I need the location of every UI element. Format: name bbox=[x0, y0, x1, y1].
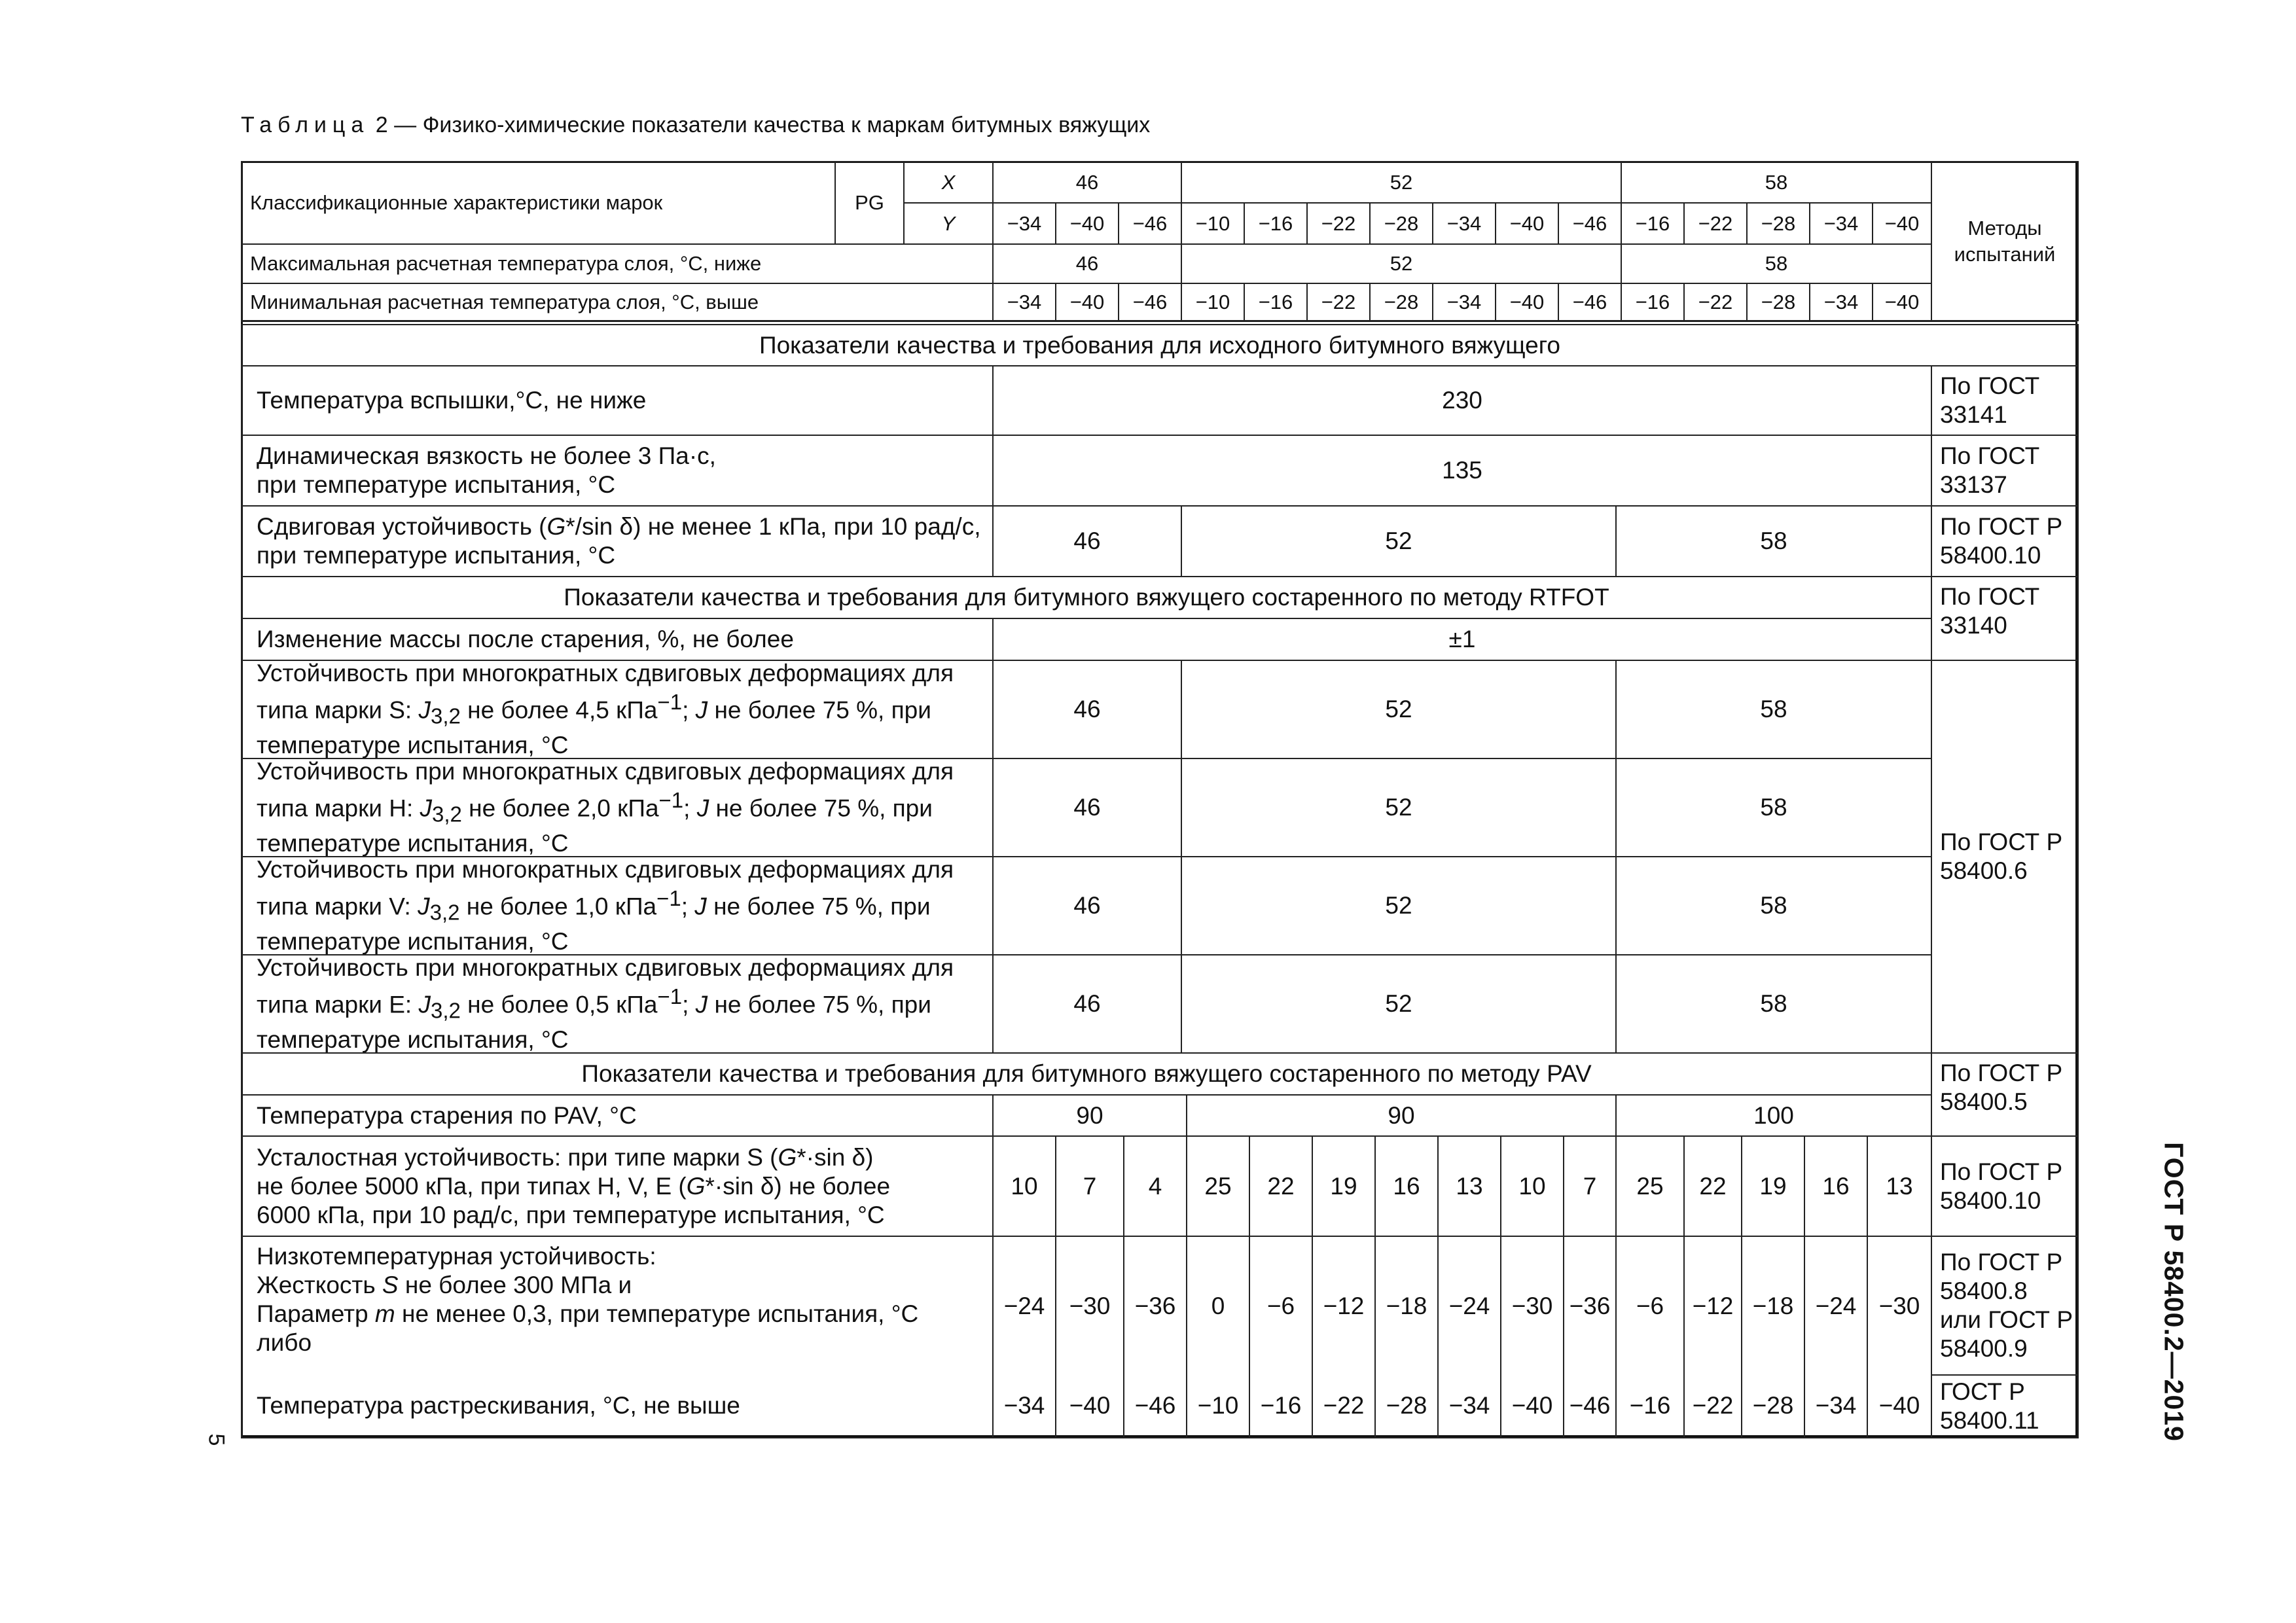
fatigue-value: 19 bbox=[1741, 1135, 1805, 1237]
cracking-value: −10 bbox=[1186, 1374, 1250, 1438]
header-y-value: −34 bbox=[1432, 202, 1496, 245]
header-y-value: −46 bbox=[1118, 202, 1182, 245]
lowtemp-value: −6 bbox=[1615, 1236, 1685, 1376]
header-y-value: −40 bbox=[1872, 202, 1932, 245]
viscosity-method: По ГОСТ 33137 bbox=[1931, 435, 2079, 507]
pav-method: По ГОСТ Р 58400.5 bbox=[1931, 1052, 2079, 1137]
fatigue-value: 10 bbox=[992, 1135, 1056, 1237]
caption-text: 2 — Физико-химические показатели качества к маркам битумных вяжущих bbox=[375, 113, 1151, 137]
min-temp-value: −34 bbox=[992, 283, 1056, 321]
mscr-label: Устойчивость при многократных сдвиговых деформациях для типа марки E: $J_{3,2}$ не более 0,5 кПа$^{-1}$; J не более 75 %, при температуре испытания, °C bbox=[241, 954, 994, 1054]
max-temp-value: 52 bbox=[1181, 243, 1622, 284]
max-temp-value: 58 bbox=[1621, 243, 1932, 284]
min-temp-value: −22 bbox=[1683, 283, 1748, 321]
rtfot-method: По ГОСТ 33140 bbox=[1931, 576, 2079, 661]
max-temp-value: 46 bbox=[992, 243, 1182, 284]
header-y-value: −16 bbox=[1621, 202, 1685, 245]
flash-value: 230 bbox=[992, 365, 1932, 436]
mscr-value: 58 bbox=[1615, 758, 1932, 857]
min-temp-value: −46 bbox=[1118, 283, 1182, 321]
fatigue-label: Усталостная устойчивость: при типе марки S (G*·sin δ) не более 5000 кПа, при типах H, V, E (G*·sin δ) не более 6000 кПа, при 10 рад/с, при температуре испытания, °C bbox=[241, 1135, 994, 1237]
lowtemp-value: −30 bbox=[1500, 1236, 1564, 1376]
cracking-value: −34 bbox=[1804, 1374, 1868, 1438]
table-caption bbox=[241, 113, 1150, 138]
section-title-rtfot: Показатели качества и требования для битумного вяжущего состаренного по методу RTFOT bbox=[241, 576, 1932, 619]
fatigue-value: 10 bbox=[1500, 1135, 1564, 1237]
min-temp-value: −40 bbox=[1495, 283, 1559, 321]
mass-change-value: ±1 bbox=[992, 618, 1932, 661]
header-y-value: −22 bbox=[1306, 202, 1371, 245]
section-title-original: Показатели качества и требования для исходного битумного вяжущего bbox=[241, 324, 2079, 366]
mscr-value: 52 bbox=[1181, 660, 1617, 759]
min-temp-label: Минимальная расчетная температура слоя, °C, выше bbox=[241, 283, 994, 321]
mscr-value: 46 bbox=[992, 660, 1182, 759]
header-group-52: 52 bbox=[1181, 161, 1622, 204]
lowtemp-value: −36 bbox=[1123, 1236, 1187, 1376]
mscr-label: Устойчивость при многократных сдвиговых деформациях для типа марки H: $J_{3,2}$ не более 2,0 кПа$^{-1}$; J не более 75 %, при температуре испытания, °C bbox=[241, 758, 994, 857]
mscr-value: 46 bbox=[992, 758, 1182, 857]
fatigue-value: 22 bbox=[1683, 1135, 1742, 1237]
lowtemp-value: −18 bbox=[1374, 1236, 1439, 1376]
fatigue-value: 13 bbox=[1437, 1135, 1501, 1237]
mscr-value: 52 bbox=[1181, 856, 1617, 955]
min-temp-value: −22 bbox=[1306, 283, 1371, 321]
running-head bbox=[2144, 1135, 2203, 1449]
caption-prefix: Таблица bbox=[241, 113, 370, 137]
lowtemp-label: Низкотемпературная устойчивость: Жесткость S не более 300 МПа и Параметр m не менее 0,3, при температуре испытания, °C либо bbox=[241, 1236, 994, 1376]
cracking-value: −22 bbox=[1312, 1374, 1376, 1438]
min-temp-value: −34 bbox=[1809, 283, 1873, 321]
lowtemp-value: −24 bbox=[1804, 1236, 1868, 1376]
header-y-value: −16 bbox=[1244, 202, 1308, 245]
min-temp-value: −40 bbox=[1055, 283, 1119, 321]
header-y-value: −28 bbox=[1746, 202, 1810, 245]
fatigue-value: 7 bbox=[1055, 1135, 1124, 1237]
lowtemp-value: −12 bbox=[1312, 1236, 1376, 1376]
fatigue-value: 19 bbox=[1312, 1135, 1376, 1237]
fatigue-value: 16 bbox=[1804, 1135, 1868, 1237]
header-classification: Классификационные характеристики марок bbox=[241, 161, 836, 245]
header-x: X bbox=[903, 161, 994, 204]
cracking-value: −28 bbox=[1374, 1374, 1439, 1438]
lowtemp-value: −36 bbox=[1563, 1236, 1617, 1376]
shear-value: 52 bbox=[1181, 505, 1617, 577]
mass-change-label: Изменение массы после старения, %, не более bbox=[241, 618, 994, 661]
fatigue-value: 25 bbox=[1615, 1135, 1685, 1237]
page-number bbox=[196, 1420, 236, 1459]
mscr-value: 46 bbox=[992, 954, 1182, 1054]
header-methods: Методы испытаний bbox=[1931, 161, 2079, 321]
header-y-value: −28 bbox=[1369, 202, 1433, 245]
viscosity-label: Динамическая вязкость не более 3 Па·с, при температуре испытания, °C bbox=[241, 435, 994, 507]
cracking-method: ГОСТ Р 58400.11 bbox=[1931, 1374, 2079, 1438]
cracking-value: −34 bbox=[992, 1374, 1056, 1438]
min-temp-value: −10 bbox=[1181, 283, 1245, 321]
lowtemp-value: −30 bbox=[1867, 1236, 1932, 1376]
header-y-value: −34 bbox=[992, 202, 1056, 245]
aging-label: Температура старения по PAV, °C bbox=[241, 1094, 994, 1137]
mscr-value: 58 bbox=[1615, 856, 1932, 955]
header-y-value: −46 bbox=[1558, 202, 1622, 245]
cracking-value: −40 bbox=[1867, 1374, 1932, 1438]
mscr-value: 58 bbox=[1615, 954, 1932, 1054]
page-number-text: 5 bbox=[204, 1433, 229, 1446]
section-title-pav: Показатели качества и требования для битумного вяжущего состаренного по методу PAV bbox=[241, 1052, 1932, 1096]
aging-value: 90 bbox=[992, 1094, 1187, 1137]
header-group-46: 46 bbox=[992, 161, 1182, 204]
lowtemp-value: 0 bbox=[1186, 1236, 1250, 1376]
header-y-value: −34 bbox=[1809, 202, 1873, 245]
cracking-value: −22 bbox=[1683, 1374, 1742, 1438]
lowtemp-method: По ГОСТ Р 58400.8 или ГОСТ Р 58400.9 bbox=[1931, 1236, 2079, 1376]
cracking-value: −28 bbox=[1741, 1374, 1805, 1438]
flash-method: По ГОСТ 33141 bbox=[1931, 365, 2079, 436]
flash-label: Температура вспышки,°C, не ниже bbox=[241, 365, 994, 436]
lowtemp-value: −24 bbox=[992, 1236, 1056, 1376]
cracking-value: −16 bbox=[1249, 1374, 1313, 1438]
min-temp-value: −28 bbox=[1369, 283, 1433, 321]
min-temp-value: −46 bbox=[1558, 283, 1622, 321]
lowtemp-value: −12 bbox=[1683, 1236, 1742, 1376]
aging-value: 100 bbox=[1615, 1094, 1932, 1137]
min-temp-value: −40 bbox=[1872, 283, 1932, 321]
lowtemp-value: −18 bbox=[1741, 1236, 1805, 1376]
cracking-label: Температура растрескивания, °C, не выше bbox=[241, 1374, 994, 1438]
header-pg: PG bbox=[834, 161, 905, 245]
header-y: Y bbox=[903, 202, 994, 245]
lowtemp-value: −6 bbox=[1249, 1236, 1313, 1376]
fatigue-value: 7 bbox=[1563, 1135, 1617, 1237]
lowtemp-value: −30 bbox=[1055, 1236, 1124, 1376]
fatigue-value: 13 bbox=[1867, 1135, 1932, 1237]
shear-method: По ГОСТ Р 58400.10 bbox=[1931, 505, 2079, 577]
fatigue-value: 16 bbox=[1374, 1135, 1439, 1237]
mscr-value: 46 bbox=[992, 856, 1182, 955]
header-group-58: 58 bbox=[1621, 161, 1932, 204]
min-temp-value: −34 bbox=[1432, 283, 1496, 321]
cracking-value: −46 bbox=[1123, 1374, 1187, 1438]
mscr-value: 58 bbox=[1615, 660, 1932, 759]
cracking-value: −40 bbox=[1500, 1374, 1564, 1438]
standard-number: ГОСТ Р 58400.2—2019 bbox=[2159, 1142, 2189, 1442]
min-temp-value: −28 bbox=[1746, 283, 1810, 321]
mscr-label: Устойчивость при многократных сдвиговых деформациях для типа марки V: $J_{3,2}$ не более 1,0 кПа$^{-1}$; J не более 75 %, при температуре испытания, °C bbox=[241, 856, 994, 955]
max-temp-label: Максимальная расчетная температура слоя, °C, ниже bbox=[241, 243, 994, 284]
cracking-value: −40 bbox=[1055, 1374, 1124, 1438]
header-y-value: −22 bbox=[1683, 202, 1748, 245]
viscosity-value: 135 bbox=[992, 435, 1932, 507]
cracking-value: −34 bbox=[1437, 1374, 1501, 1438]
cracking-value: −16 bbox=[1615, 1374, 1685, 1438]
fatigue-value: 4 bbox=[1123, 1135, 1187, 1237]
min-temp-value: −16 bbox=[1244, 283, 1308, 321]
shear-value: 58 bbox=[1615, 505, 1932, 577]
shear-value: 46 bbox=[992, 505, 1182, 577]
cracking-value: −46 bbox=[1563, 1374, 1617, 1438]
mscr-value: 52 bbox=[1181, 954, 1617, 1054]
fatigue-value: 25 bbox=[1186, 1135, 1250, 1237]
mscr-value: 52 bbox=[1181, 758, 1617, 857]
header-y-value: −40 bbox=[1495, 202, 1559, 245]
mscr-method: По ГОСТ Р 58400.6 bbox=[1931, 660, 2079, 1054]
fatigue-value: 22 bbox=[1249, 1135, 1313, 1237]
mscr-label: Устойчивость при многократных сдвиговых деформациях для типа марки S: $J_{3,2}$ не более 4,5 кПа$^{-1}$; J не более 75 %, при температуре испытания, °C bbox=[241, 660, 994, 759]
header-y-value: −40 bbox=[1055, 202, 1119, 245]
fatigue-method: По ГОСТ Р 58400.10 bbox=[1931, 1135, 2079, 1237]
double-rule bbox=[241, 320, 2077, 322]
min-temp-value: −16 bbox=[1621, 283, 1685, 321]
lowtemp-value: −24 bbox=[1437, 1236, 1501, 1376]
header-y-value: −10 bbox=[1181, 202, 1245, 245]
shear-label: Сдвиговая устойчивость (G*/sin δ) не менее 1 кПа, при 10 рад/с, при температуре испытания, °C bbox=[241, 505, 994, 577]
aging-value: 90 bbox=[1186, 1094, 1617, 1137]
